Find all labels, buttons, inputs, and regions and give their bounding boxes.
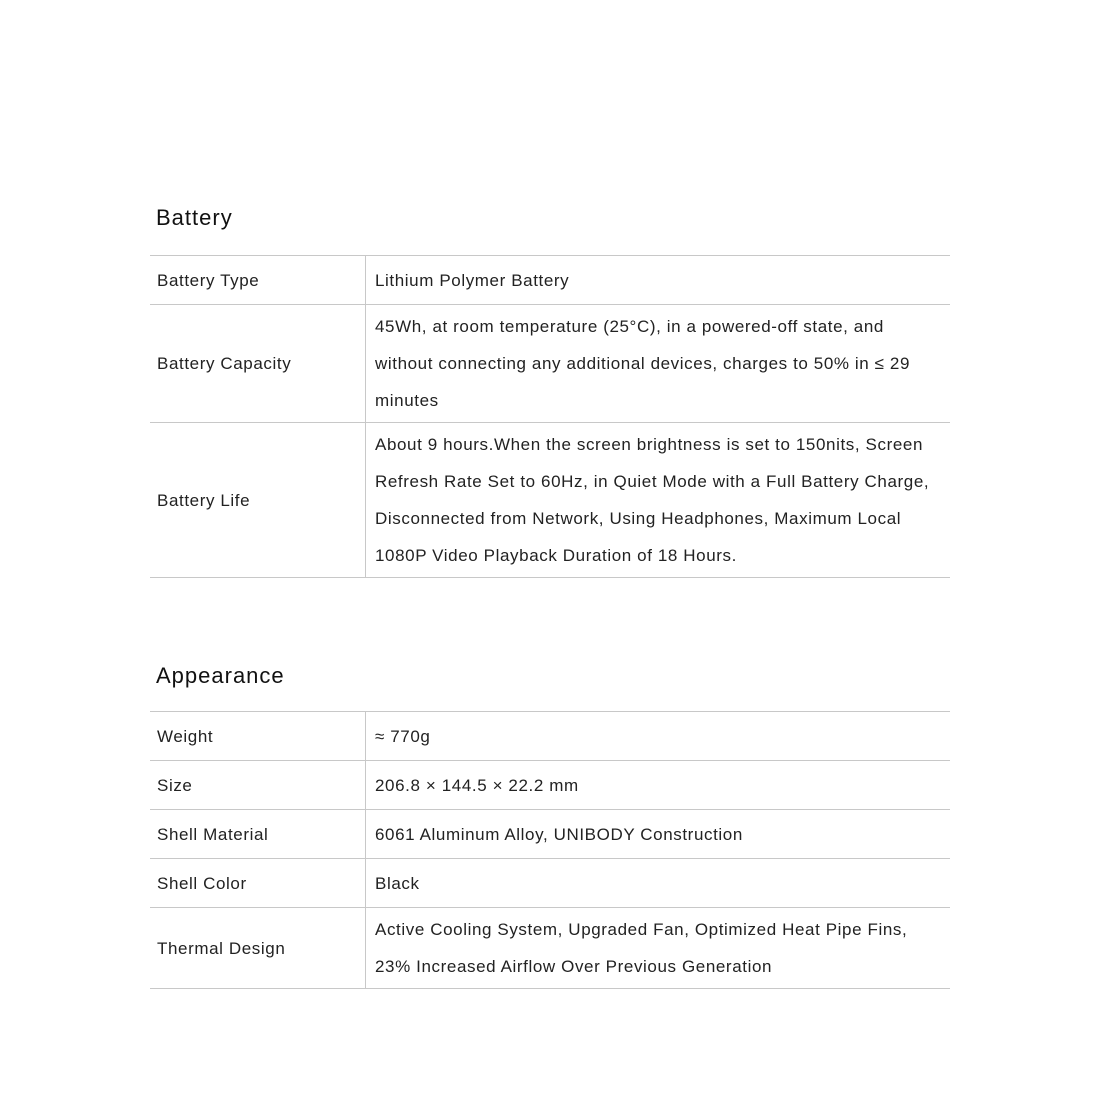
spec-value: 45Wh, at room temperature (25°C), in a powered-off state, and without connecting any additional devices, charges to 50% in ≤ 29 minutes	[366, 305, 951, 423]
spec-row	[150, 761, 950, 810]
spec-label: Shell Color	[150, 859, 366, 908]
spec-value: Lithium Polymer Battery	[366, 256, 951, 305]
spec-value: About 9 hours.When the screen brightness is set to 150nits, Screen Refresh Rate Set to 60Hz, in Quiet Mode with a Full Battery Charge, Disconnected from Network, Using Headphones, Maximum Local 1080P Video Playback Duration of 18 Hours.	[366, 423, 951, 578]
spec-row	[150, 908, 950, 989]
spec-row	[150, 810, 950, 859]
battery-spec-table	[150, 255, 950, 578]
appearance-spec-table	[150, 711, 950, 989]
spec-label: Battery Capacity	[150, 305, 366, 423]
spec-value: Black	[366, 859, 951, 908]
spec-label: Weight	[150, 712, 366, 761]
spec-value: ≈ 770g	[366, 712, 951, 761]
spec-row	[150, 305, 950, 423]
spec-label: Battery Type	[150, 256, 366, 305]
spec-value: Active Cooling System, Upgraded Fan, Optimized Heat Pipe Fins, 23% Increased Airflow Over Previous Generation	[366, 908, 951, 989]
spec-row	[150, 859, 950, 908]
spec-row	[150, 256, 950, 305]
spec-label: Shell Material	[150, 810, 366, 859]
spec-value: 206.8 × 144.5 × 22.2 mm	[366, 761, 951, 810]
spec-row	[150, 423, 950, 578]
battery-section	[150, 205, 950, 578]
section-title-appearance: Appearance	[156, 663, 285, 688]
section-title-battery: Battery	[156, 205, 233, 230]
spec-row	[150, 712, 950, 761]
spec-label: Size	[150, 761, 366, 810]
spec-value: 6061 Aluminum Alloy, UNIBODY Construction	[366, 810, 951, 859]
appearance-section	[150, 663, 950, 989]
spec-label: Battery Life	[150, 423, 366, 578]
spec-label: Thermal Design	[150, 908, 366, 989]
